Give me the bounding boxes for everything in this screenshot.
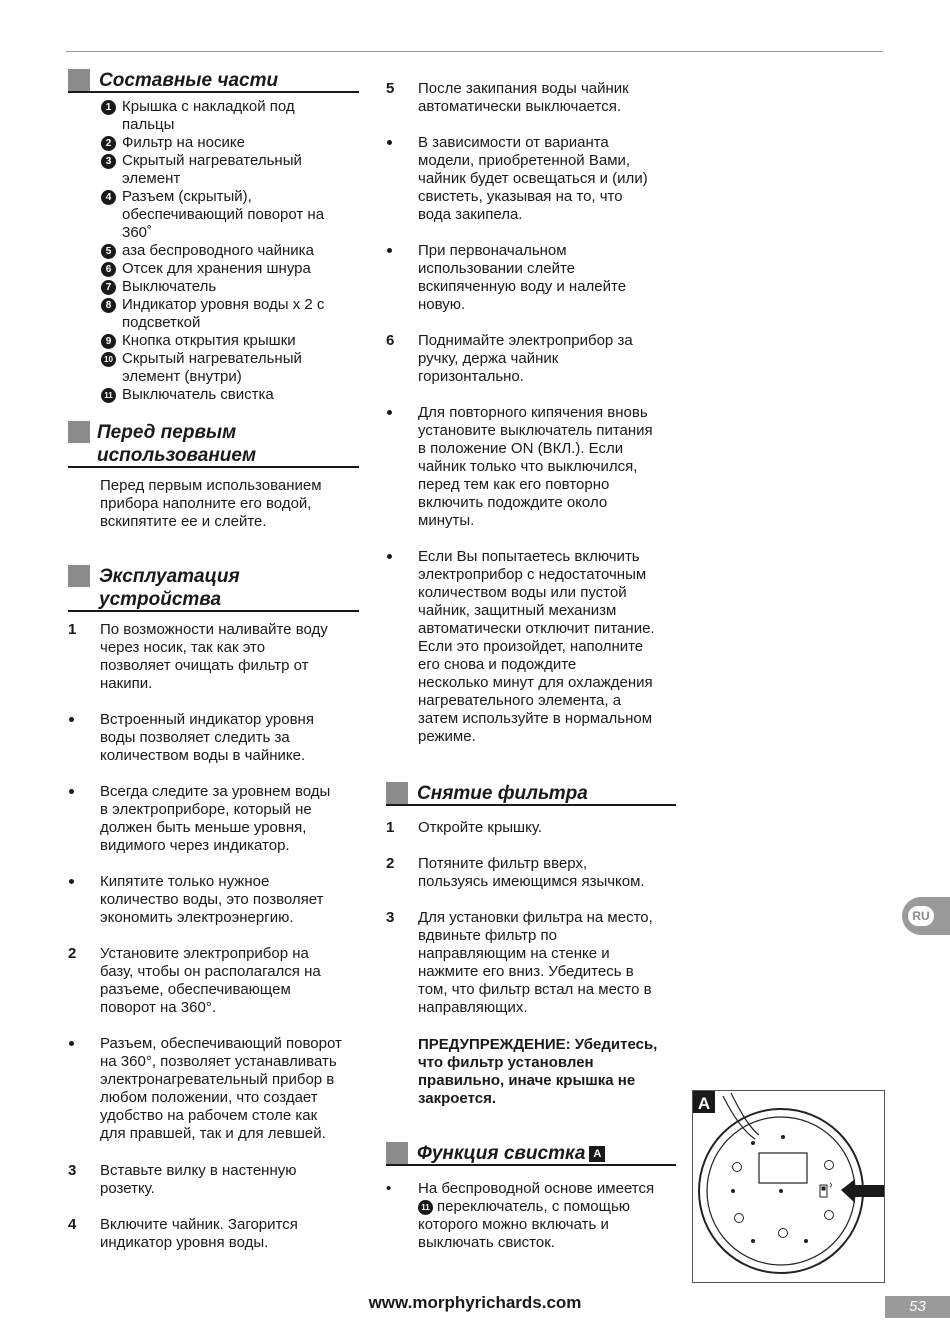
text-line: Если Вы попытаетесь включить (418, 548, 640, 565)
bullet-icon (387, 554, 392, 559)
dot-icon (731, 1189, 735, 1193)
text-line: Откройте крышку. (418, 819, 542, 836)
language-tab (902, 897, 950, 935)
step-number-1: 1 (386, 819, 395, 836)
whistle-switch-knob (822, 1187, 826, 1191)
step-number-1: 1 (68, 621, 77, 638)
step-number-2: 2 (68, 945, 77, 962)
number-badge-3: 3 (101, 154, 116, 169)
parts-item-7-line-1: Выключатель (122, 278, 217, 295)
parts-item-8-line-2: подсветкой (122, 314, 201, 331)
parts-item-1-line-2: пальцы (122, 116, 175, 133)
text-line: выключать свисток. (418, 1234, 555, 1251)
text-line: электроприбор с недостаточным (418, 566, 647, 583)
parts-item-4-line-1: Разъем (скрытый), (122, 188, 252, 205)
heading-operation (68, 565, 359, 613)
heading-rule (68, 610, 359, 612)
number-badge-4: 4 (101, 190, 116, 205)
dot-icon (751, 1239, 755, 1243)
text-line: чайник только что выключился, (418, 458, 638, 475)
text-line: чайник будет освещаться и (или) (418, 170, 648, 187)
bullet-icon (69, 879, 74, 884)
step-number-4: 4 (68, 1216, 77, 1233)
text-line: автоматически отключит питание. (418, 620, 655, 637)
dot-icon (781, 1135, 785, 1139)
number-badge-6: 6 (101, 262, 116, 277)
text-line: Встроенный индикатор уровня (100, 711, 314, 728)
text-line: перед тем как его повторно (418, 476, 610, 493)
bullet-icon (387, 248, 392, 253)
number-badge-7: 7 (101, 280, 116, 295)
text-line: Всегда следите за уровнем воды (100, 783, 331, 800)
number-badge-11: 11 (418, 1200, 433, 1215)
text-line: розетку. (100, 1180, 155, 1197)
heading-rule (386, 804, 676, 806)
foot-icon (733, 1163, 742, 1172)
text-line: Установите электроприбор на (100, 945, 309, 962)
heading-rule (68, 466, 359, 468)
text-line: для правшей, так и для левшей. (100, 1125, 326, 1142)
text-line: нажмите его вниз. Убедитесь в (418, 963, 634, 980)
text-line: в электроприборе, который не (100, 801, 312, 818)
foot-icon (735, 1214, 744, 1223)
text-line: количеством воды в чайнике. (100, 747, 306, 764)
number-badge-5: 5 (101, 244, 116, 259)
text-line: вдвиньте фильтр по (418, 927, 557, 944)
warning-line: ПРЕДУПРЕЖДЕНИЕ: Убедитесь, (418, 1036, 658, 1053)
figure-label: A (697, 1094, 711, 1113)
text-line: Разъем, обеспечивающий поворот (100, 1035, 342, 1052)
step-number-3: 3 (68, 1162, 77, 1179)
language-label: RU (908, 906, 934, 926)
dot-icon (779, 1189, 783, 1193)
parts-item-5-line-1: аза беспроводного чайника (122, 242, 314, 259)
base-diagram-svg (693, 1091, 884, 1282)
parts-item-4-line-3: 360˚ (122, 224, 153, 241)
parts-item-10-line-1: Скрытый нагревательный (122, 350, 302, 367)
text-line: нагревательного элемента, а (418, 692, 622, 709)
warning-line: правильно, иначе крышка не (418, 1072, 636, 1089)
text-line: вскипятите ее и слейте. (100, 513, 267, 530)
bullet-icon (387, 140, 392, 145)
text-line: направляющим на стенке и (418, 945, 610, 962)
text-line: режиме. (418, 728, 476, 745)
text-line: пользуясь имеющимся язычком. (418, 873, 645, 890)
text-line: через носик, так как это (100, 639, 266, 656)
text-line: количество воды, это позволяет (100, 891, 324, 908)
parts-item-11-line-1: Выключатель свистка (122, 386, 274, 403)
parts-item-2-line-1: Фильтр на носике (122, 134, 245, 151)
text-line: индикатор уровня воды. (100, 1234, 269, 1251)
heading-before-first-use-line-2: использованием (97, 445, 257, 466)
cord-line (723, 1096, 755, 1139)
text-line: Вставьте вилку в настенную (100, 1162, 297, 1179)
foot-icon (825, 1161, 834, 1170)
heading-square (68, 69, 90, 91)
heading-filter-removal-title: Снятие фильтра (417, 783, 588, 804)
text-line: Перед первым использованием (100, 477, 322, 494)
number-badge-11: 11 (101, 388, 116, 403)
text-line: направляющих. (418, 999, 528, 1016)
base-recess (759, 1153, 807, 1183)
text-line: установите выключатель питания (418, 422, 653, 439)
heading-whistle-title (417, 1142, 605, 1165)
text-line: новую. (418, 296, 466, 313)
text-line: электронагревательный прибор в (100, 1071, 335, 1088)
parts-item-1-line-1: Крышка с накладкой под (122, 98, 295, 115)
text-line: удобство на рабочем столе как (100, 1107, 318, 1124)
text-line: экономить электроэнергию. (100, 909, 294, 926)
text-line: несколько минут для охлаждения (418, 674, 653, 691)
heading-whistle-text: Функция свистка (417, 1143, 586, 1164)
text-line: видимого через индикатор. (100, 837, 290, 854)
text-line: вскипяченную воду и налейте (418, 278, 627, 295)
parts-item-6-line-1: Отсек для хранения шнура (122, 260, 311, 277)
text-line: поворот на 360°. (100, 999, 216, 1016)
step-number-5: 5 (386, 80, 395, 97)
text-line: которого можно включать и (418, 1216, 609, 1233)
heading-filter-removal (386, 782, 676, 808)
text-line: После закипания воды чайник (418, 80, 629, 97)
text-line: прибора наполните его водой, (100, 495, 312, 512)
heading-parts (68, 69, 359, 95)
parts-item-9-line-1: Кнопка открытия крышки (122, 332, 296, 349)
text-line: При первоначальном (418, 242, 567, 259)
text-line: разъеме, обеспечивающем (100, 981, 291, 998)
text-line: Если это произойдет, наполните (418, 638, 644, 655)
figure-base-diagram (692, 1090, 885, 1283)
heading-square (68, 565, 90, 587)
text-line: том, что фильтр встал на место в (418, 981, 652, 998)
text-line: чайник, защитный механизм (418, 602, 617, 619)
text-line: в положение ON (ВКЛ.). Если (418, 440, 624, 457)
footer-url: www.morphyrichards.com (368, 1293, 582, 1312)
bullet-icon (69, 717, 74, 722)
heading-parts-title: Составные части (99, 70, 279, 91)
heading-square (68, 421, 90, 443)
text-line: По возможности наливайте воду (100, 621, 328, 638)
foot-icon (779, 1229, 788, 1238)
bullet-icon (69, 1041, 74, 1046)
heading-whistle (386, 1142, 676, 1168)
number-badge-8: 8 (101, 298, 116, 313)
heading-operation-line-2: устройства (99, 589, 222, 610)
top-rule (66, 51, 883, 52)
figure-ref-badge: A (589, 1146, 605, 1162)
text-line: На беспроводной основе имеется (418, 1180, 655, 1197)
text-line: его снова и подождите (418, 656, 577, 673)
text-line: Кипятите только нужное (100, 873, 270, 890)
heading-before-first-use (68, 421, 359, 469)
text-line: переключатель, с помощью (437, 1198, 631, 1215)
text-line: накипи. (100, 675, 153, 692)
text-line: ручку, держа чайник (418, 350, 559, 367)
parts-item-3-line-2: элемент (122, 170, 181, 187)
text-line: базу, чтобы он располагался на (100, 963, 321, 980)
number-badge-10: 10 (101, 352, 116, 367)
heading-square (386, 1142, 408, 1164)
text-line: свистеть, указывая на то, что (418, 188, 623, 205)
foot-icon (825, 1211, 834, 1220)
text-line: включить подождите около (418, 494, 608, 511)
step-number-2: 2 (386, 855, 395, 872)
step-number-3: 3 (386, 909, 395, 926)
text-line: Для установки фильтра на место, (418, 909, 653, 926)
page-number: 53 (885, 1296, 950, 1318)
bullet-icon (387, 410, 392, 415)
text-line: вода закипела. (418, 206, 523, 223)
text-line: Для повторного кипячения вновь (418, 404, 648, 421)
warning-line: закроется. (418, 1090, 496, 1107)
text-line: количеством воды или пустой (418, 584, 627, 601)
bullet-marker: • (386, 1180, 392, 1197)
heading-rule (386, 1164, 676, 1166)
text-line: любом положении, что создает (100, 1089, 318, 1106)
heading-operation-line-1: Эксплуатация (99, 566, 240, 587)
text-line: использовании слейте (418, 260, 576, 277)
heading-square (386, 782, 408, 804)
number-badge-9: 9 (101, 334, 116, 349)
number-badge-1: 1 (101, 100, 116, 115)
text-line: на 360°, позволяет устанавливать (100, 1053, 337, 1070)
heading-rule (68, 91, 359, 93)
text-line: затем используйте в нормальном (418, 710, 653, 727)
text-line: модели, приобретенной Вами, (418, 152, 631, 169)
text-line: должен быть меньше уровня, (100, 819, 307, 836)
text-line: позволяет очищать фильтр от (100, 657, 309, 674)
number-badge-2: 2 (101, 136, 116, 151)
parts-item-3-line-1: Скрытый нагревательный (122, 152, 302, 169)
step-number-6: 6 (386, 332, 395, 349)
text-line: минуты. (418, 512, 475, 529)
text-line: Поднимайте электроприбор за (418, 332, 633, 349)
parts-item-4-line-2: обеспечивающий поворот на (122, 206, 325, 223)
text-line: Включите чайник. Загорится (100, 1216, 298, 1233)
text-line: воды позволяет следить за (100, 729, 290, 746)
warning-line: что фильтр установлен (418, 1054, 594, 1071)
heading-before-first-use-line-1: Перед первым (97, 422, 237, 443)
bullet-icon (69, 789, 74, 794)
parts-item-10-line-2: элемент (внутри) (122, 368, 242, 385)
text-line: автоматически выключается. (418, 98, 622, 115)
dot-icon (751, 1141, 755, 1145)
parts-item-8-line-1: Индикатор уровня воды x 2 с (122, 296, 325, 313)
text-line: горизонтально. (418, 368, 524, 385)
dot-icon (804, 1239, 808, 1243)
sound-wave-icon (830, 1183, 832, 1187)
text-line: В зависимости от варианта (418, 134, 609, 151)
text-line: Потяните фильтр вверх, (418, 855, 588, 872)
